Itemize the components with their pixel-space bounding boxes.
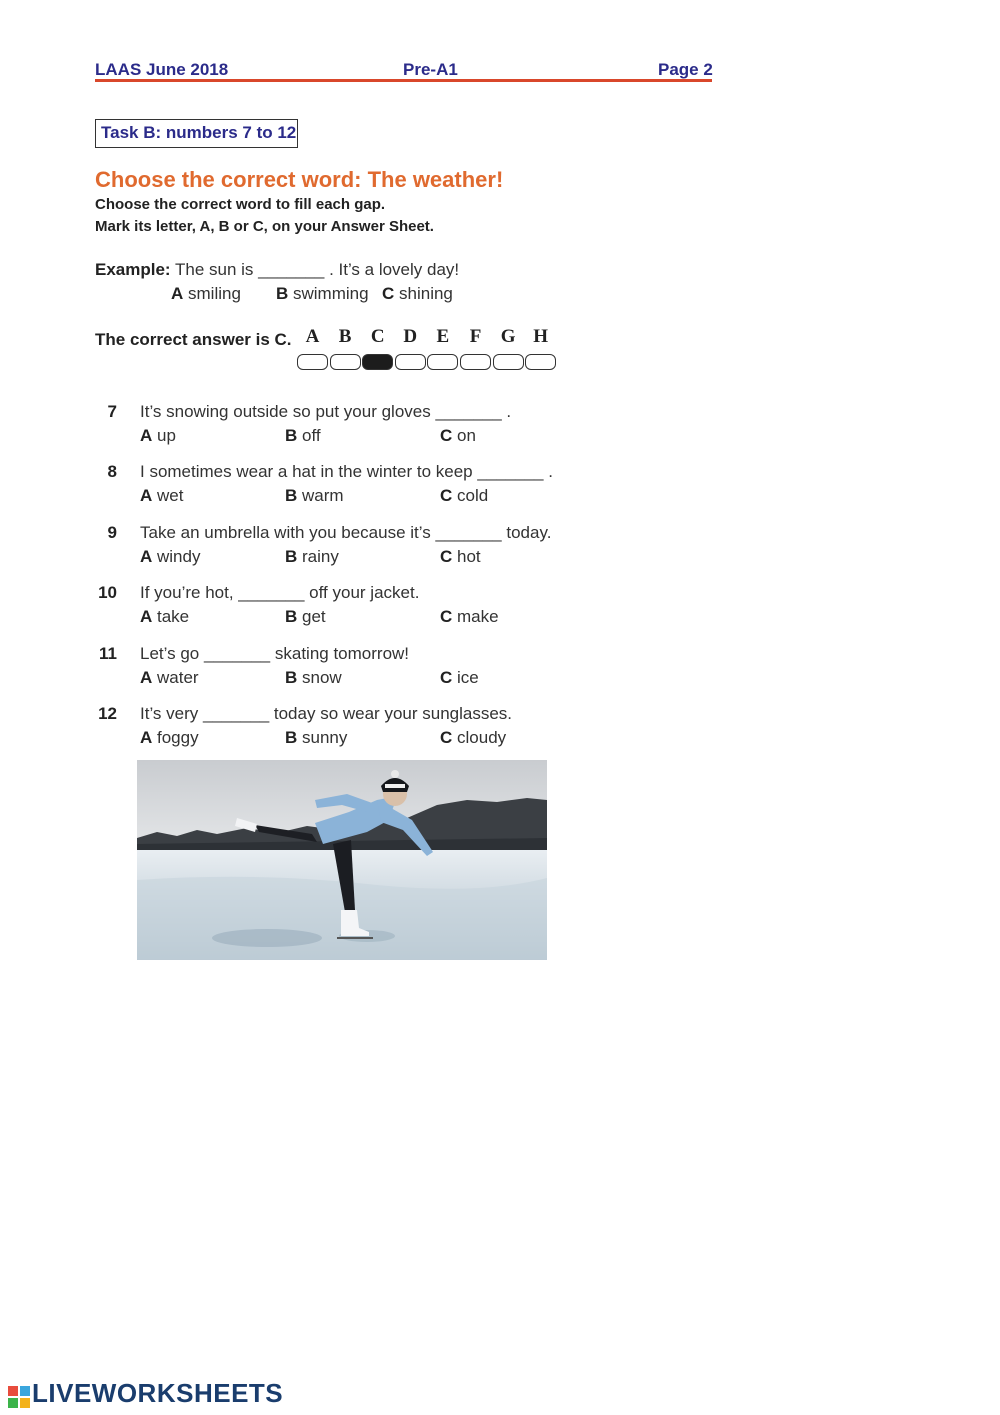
option-word: off <box>297 426 321 445</box>
instruction-line-2: Mark its letter, A, B or C, on your Answer Sheet. <box>95 218 434 235</box>
question-option-a[interactable] <box>140 607 189 627</box>
example-option-b <box>276 284 369 304</box>
option-word: warm <box>297 486 344 505</box>
example-label: Example: <box>95 260 171 279</box>
option-word: rainy <box>297 547 339 566</box>
option-letter: A <box>140 668 153 687</box>
option-letter: B <box>276 284 289 303</box>
option-letter: C <box>440 728 453 747</box>
answer-bubble-b <box>330 354 361 370</box>
question-number: 8 <box>107 462 117 481</box>
correct-answer-label: The correct answer is C. <box>95 330 292 349</box>
option-word: on <box>452 426 476 445</box>
question-number: 11 <box>99 644 117 663</box>
option-word: take <box>152 607 190 626</box>
option-word: swimming <box>288 284 369 303</box>
option-word: water <box>152 668 199 687</box>
option-letter: B <box>285 668 298 687</box>
option-letter: A <box>140 486 153 505</box>
answer-letter-e: E <box>436 326 450 347</box>
option-word: cold <box>452 486 489 505</box>
question-text: If you’re hot, _______ off your jacket. <box>140 583 420 602</box>
question-option-c[interactable] <box>440 728 506 748</box>
option-word: cloudy <box>452 728 507 747</box>
answer-bubble-c <box>362 354 393 370</box>
option-word: get <box>297 607 326 626</box>
question-option-c[interactable] <box>440 547 481 567</box>
header-right: Page 2 <box>658 60 713 79</box>
option-letter: C <box>440 547 453 566</box>
question-option-a[interactable] <box>140 728 199 748</box>
answer-bubble-h <box>525 354 556 370</box>
question-option-a[interactable] <box>140 547 200 567</box>
option-letter: B <box>285 486 298 505</box>
answer-letter-b: B <box>338 326 352 347</box>
question-option-b[interactable] <box>285 426 321 446</box>
question-option-a[interactable] <box>140 426 176 446</box>
header-left: LAAS June 2018 <box>95 60 229 79</box>
option-letter: A <box>140 607 153 626</box>
question-text: Take an umbrella with you because it’s _______ today. <box>140 523 552 542</box>
answer-bubble-e <box>427 354 458 370</box>
header-rule <box>95 79 712 82</box>
question-option-b[interactable] <box>285 547 339 567</box>
option-word: sunny <box>297 728 348 747</box>
example-text: The sun is _______ . It’s a lovely day! <box>170 260 460 279</box>
question-option-b[interactable] <box>285 486 344 506</box>
liveworksheets-logo <box>8 1378 283 1409</box>
option-word: snow <box>297 668 342 687</box>
liveworksheets-logo-icon <box>8 1384 30 1406</box>
option-word: hot <box>452 547 481 566</box>
option-word: windy <box>152 547 201 566</box>
answer-letter-a: A <box>305 326 320 347</box>
option-letter: C <box>440 486 453 505</box>
question-option-a[interactable] <box>140 486 183 506</box>
instruction-line-1: Choose the correct word to fill each gap. <box>95 196 386 213</box>
option-letter: C <box>440 426 453 445</box>
question-option-c[interactable] <box>440 668 479 688</box>
question-option-c[interactable] <box>440 607 499 627</box>
option-letter: B <box>285 607 298 626</box>
question-number: 12 <box>98 704 117 723</box>
question-number: 9 <box>107 523 117 542</box>
answer-bubble-f <box>460 354 491 370</box>
option-word: make <box>452 607 499 626</box>
example-sentence <box>95 260 459 280</box>
example-option-c <box>382 284 453 304</box>
answer-letter-c: C <box>370 326 385 347</box>
option-word: shining <box>394 284 453 303</box>
option-word: ice <box>452 668 479 687</box>
question-text: It’s snowing outside so put your gloves _______ . <box>140 402 512 421</box>
answer-bubble-g <box>493 354 524 370</box>
option-word: smiling <box>183 284 241 303</box>
question-text: I sometimes wear a hat in the winter to keep _______ . <box>140 462 553 481</box>
question-number: 7 <box>107 402 117 421</box>
answer-bubble-a <box>297 354 328 370</box>
answer-letter-g: G <box>500 326 516 347</box>
answer-letter-d: D <box>403 326 418 347</box>
option-letter: A <box>140 426 153 445</box>
liveworksheets-logo-text: LIVEWORKSHEETS <box>32 1378 284 1408</box>
question-number: 10 <box>98 583 117 602</box>
question-text: Let’s go _______ skating tomorrow! <box>140 644 410 663</box>
option-letter: B <box>285 728 298 747</box>
page-title: Choose the correct word: The weather! <box>95 167 504 192</box>
option-letter: A <box>140 728 153 747</box>
question-text: It’s very _______ today so wear your sunglasses. <box>140 704 513 723</box>
task-box: Task B: numbers 7 to 12 <box>95 119 298 148</box>
option-word: up <box>152 426 176 445</box>
option-word: wet <box>152 486 184 505</box>
answer-letter-h: H <box>533 326 549 347</box>
option-letter: C <box>440 668 453 687</box>
option-letter: A <box>171 284 184 303</box>
question-option-b[interactable] <box>285 728 347 748</box>
option-letter: B <box>285 547 298 566</box>
option-letter: B <box>285 426 298 445</box>
answer-bubble-d <box>395 354 426 370</box>
question-option-a[interactable] <box>140 668 199 688</box>
answer-letter-f: F <box>469 326 482 347</box>
option-letter: C <box>382 284 395 303</box>
ice-skater-photo <box>137 760 547 960</box>
question-option-c[interactable] <box>440 486 488 506</box>
question-option-b[interactable] <box>285 607 326 627</box>
option-word: foggy <box>152 728 199 747</box>
header-center: Pre-A1 <box>403 60 458 79</box>
question-option-c[interactable] <box>440 426 476 446</box>
example-option-a <box>171 284 241 304</box>
option-letter: A <box>140 547 153 566</box>
question-option-b[interactable] <box>285 668 342 688</box>
option-letter: C <box>440 607 453 626</box>
